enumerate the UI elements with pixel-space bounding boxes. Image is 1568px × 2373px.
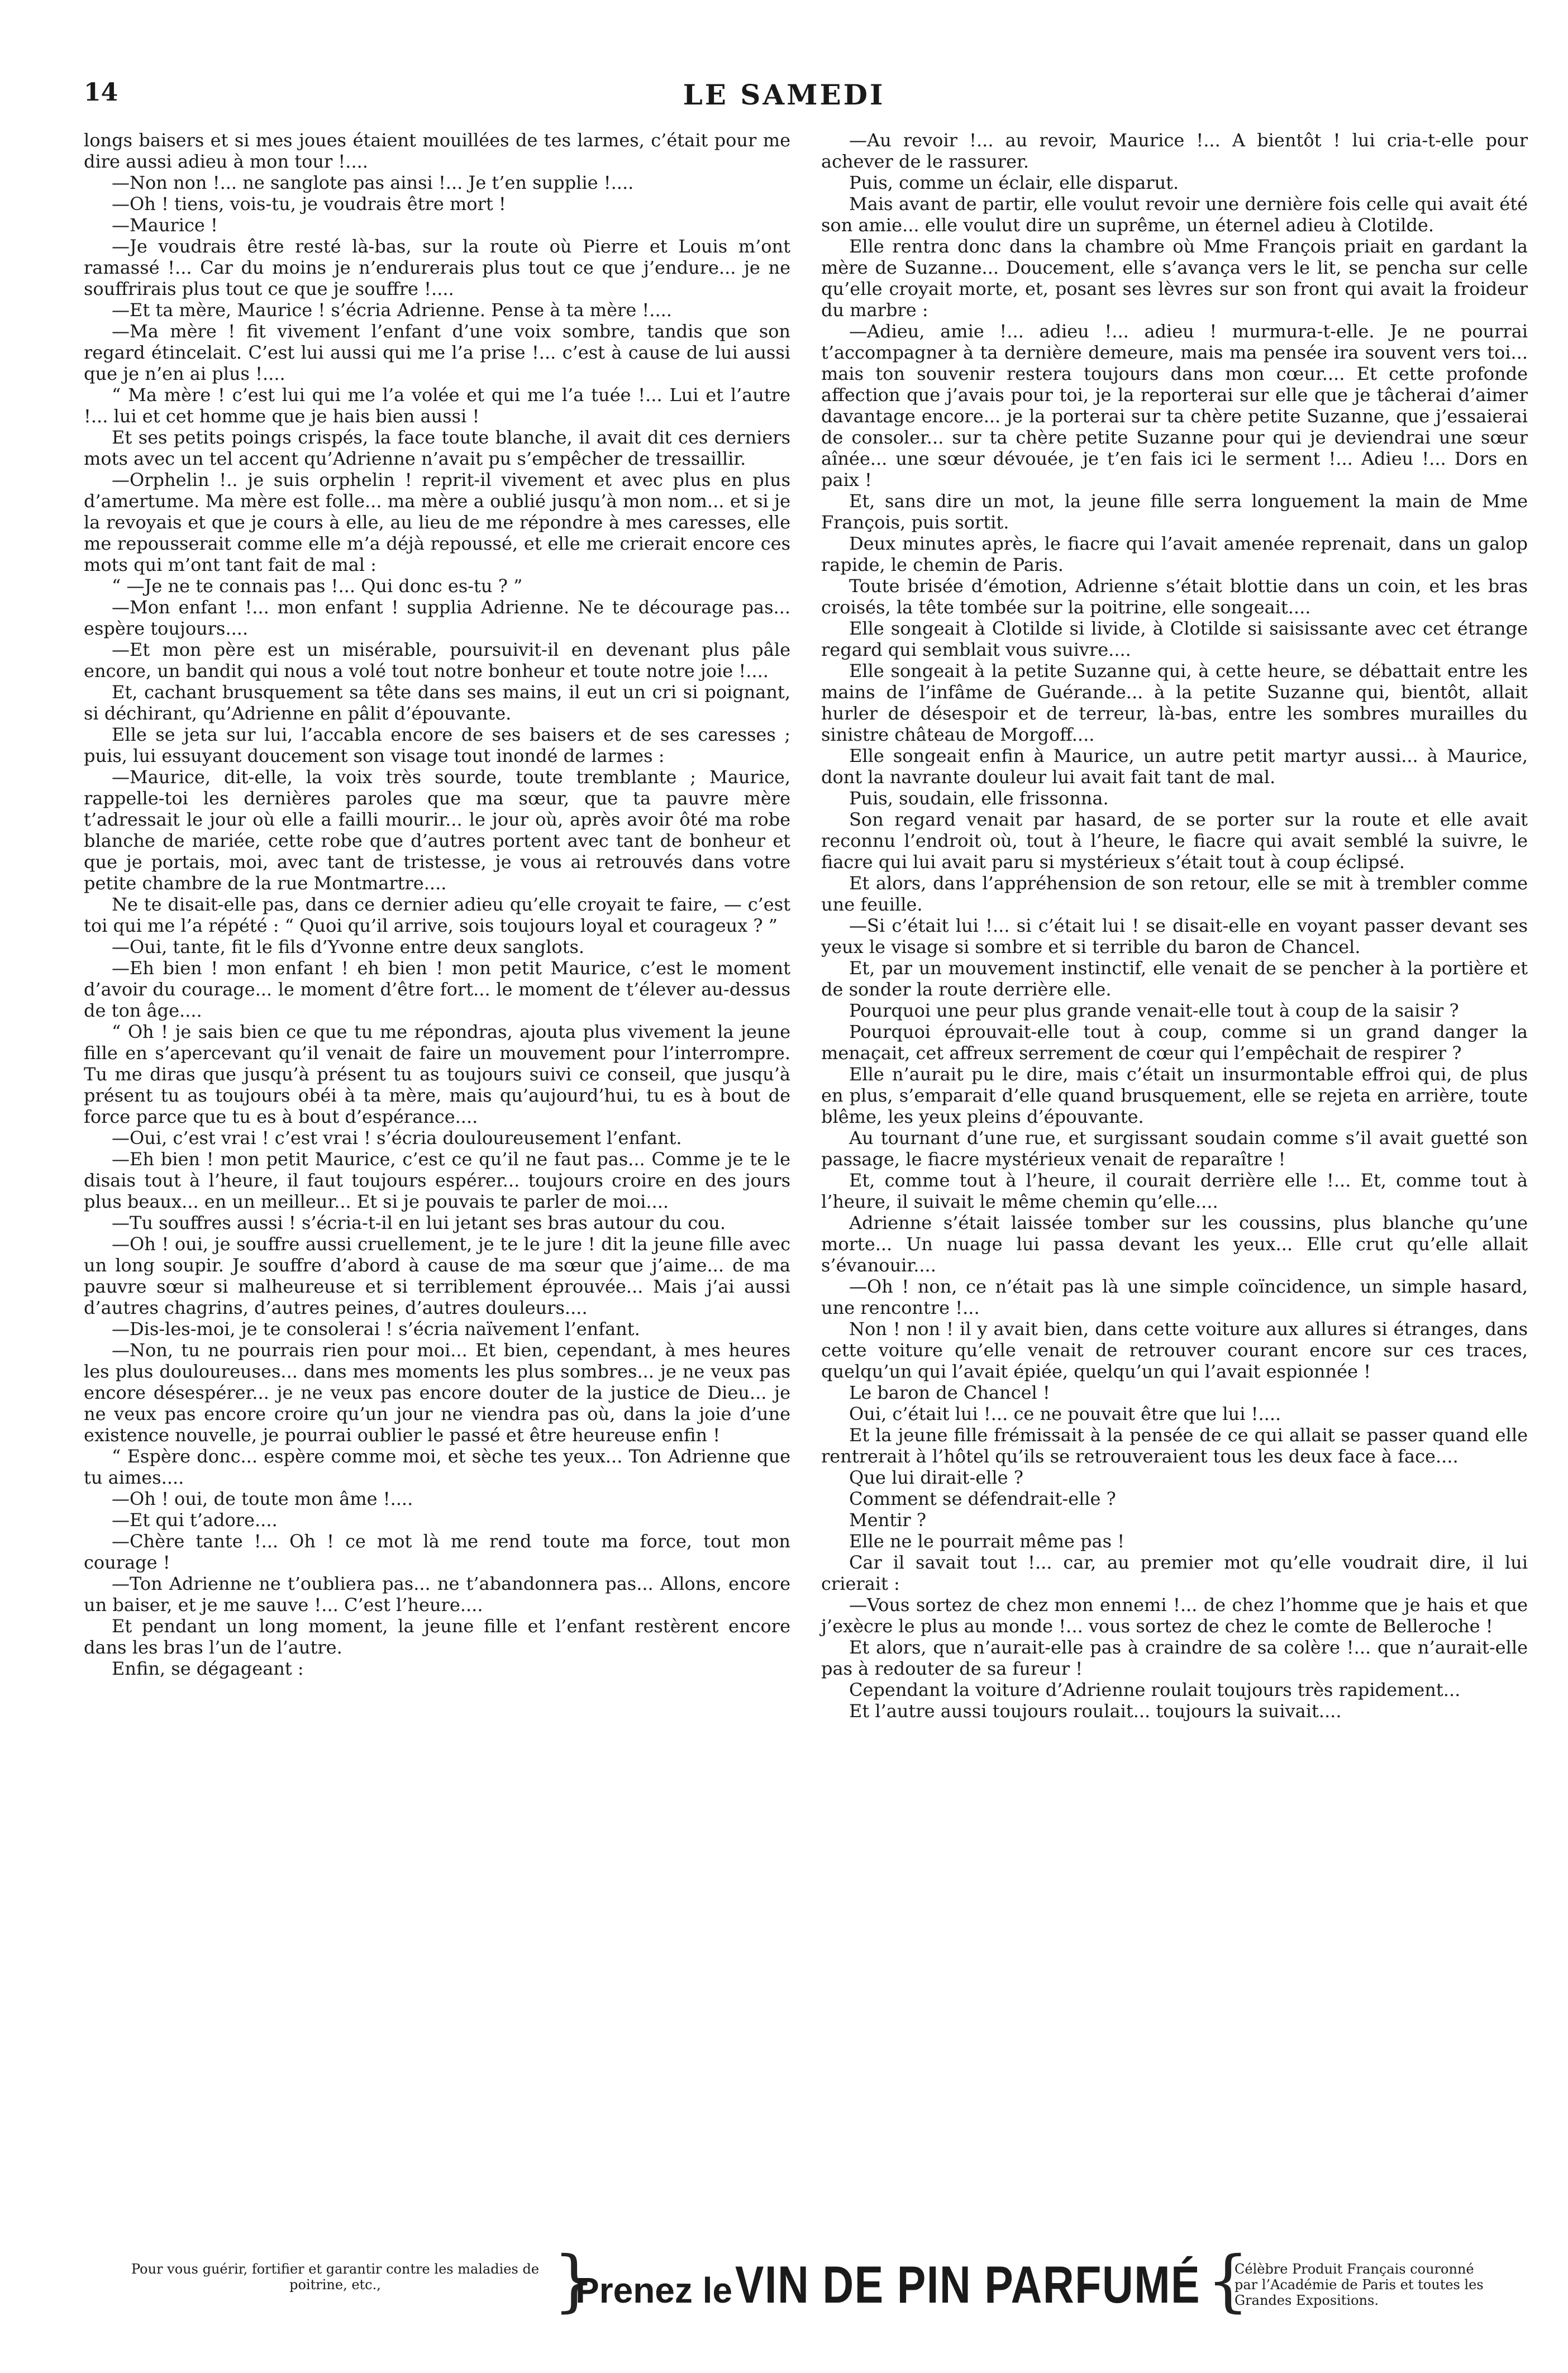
paragraph: —Eh bien ! mon enfant ! eh bien ! mon petit Maurice, c’est le moment d’avoir du courage... le moment d’être fort... le moment de t’élever au-dessus de ton âge.... bbox=[84, 957, 790, 1021]
paragraph: Adrienne s’était laissée tomber sur les coussins, plus blanche qu’une morte... Un nuage lui passa devant les yeux... Elle crut qu’elle allait s’évanouir.... bbox=[821, 1212, 1528, 1276]
paragraph: —Non, tu ne pourrais rien pour moi... Et bien, cependant, à mes heures les plus douloureuses... dans mes moments les plus sombres... je ne veux pas encore désespérer... je ne veux pas encore douter de la justice de Dieu... je ne veux pas encore croire qu’un jour ne viendra pas où, dans la joie d’une existence nouvelle, je pourrai oublier le passé et être heureuse enfin ! bbox=[84, 1340, 790, 1446]
paragraph: —Si c’était lui !... si c’était lui ! se disait-elle en voyant passer devant ses yeux le visage si sombre et si terrible du baron de Chancel. bbox=[821, 915, 1528, 957]
paragraph: Que lui dirait-elle ? bbox=[849, 1467, 1023, 1488]
paragraph: Elle songeait à Clotilde si livide, à Clotilde si saisissante avec cet étrange regard qui semblait vous suivre.... bbox=[821, 618, 1528, 660]
paragraph: Elle rentra donc dans la chambre où Mme François priait en gardant la mère de Suzanne... Doucement, elle s’avança vers le lit, se pencha sur celle qu’elle croyait morte, et, posant ses lèvres sur son front qui avait la froideur du marbre : bbox=[821, 236, 1528, 321]
paragraph: —Mon enfant !... mon enfant ! supplia Adrienne. Ne te décourage pas... espère toujours.... bbox=[84, 597, 790, 639]
paragraph: Non ! non ! il y avait bien, dans cette voiture aux allures si étranges, dans cette voiture qu’elle venait de retrouver courant encore sur ces traces, quelqu’un qui l’avait épiée, quelqu’un qui l’avait espionnée ! bbox=[821, 1318, 1528, 1382]
paragraph: —Vous sortez de chez mon ennemi !... de chez l’homme que je hais et que j’exècre le plus au monde !... vous sortez de chez le comte de Belleroche ! bbox=[821, 1594, 1528, 1637]
advert-brace-left: } bbox=[553, 2242, 596, 2320]
advert-right-text: Célèbre Produit Français couronné par l’Académie de Paris et toutes les Grandes Expositions. bbox=[1235, 2261, 1484, 2308]
paragraph: Son regard venait par hasard, de se porter sur la route et elle avait reconnu l’endroit où, tout à l’heure, le fiacre qui avait semblé la suivre, le fiacre qui lui avait paru si mystérieux s’était tout à coup éclipsé. bbox=[821, 809, 1528, 873]
page-number: 14 bbox=[84, 78, 118, 107]
paragraph: —Ma mère ! fit vivement l’enfant d’une voix sombre, tandis que son regard étincelait. C’est lui aussi qui me l’a prise !... c’est à cause de lui aussi que je n’en ai plus !.... bbox=[84, 321, 790, 384]
paragraph: “ Ma mère ! c’est lui qui me l’a volée et qui me l’a tuée !... Lui et l’autre !... lui et cet homme que je hais bien aussi ! bbox=[84, 384, 790, 427]
paragraph: Car il savait tout !... car, au premier mot qu’elle voudrait dire, il lui crierait : bbox=[821, 1552, 1528, 1594]
paragraph: Elle songeait enfin à Maurice, un autre petit martyr aussi... à Maurice, dont la navrante douleur lui avait fait tant de mal. bbox=[821, 745, 1528, 788]
paragraph: Puis, comme un éclair, elle disparut. bbox=[849, 172, 1179, 193]
paragraph: Comment se défendrait-elle ? bbox=[849, 1488, 1116, 1509]
running-title: LE SAMEDI bbox=[683, 78, 885, 111]
paragraph: Et, sans dire un mot, la jeune fille serra longuement la main de Mme François, puis sortit. bbox=[821, 490, 1528, 533]
advert-prefix: Prenez le bbox=[575, 2270, 733, 2310]
left-column bbox=[84, 130, 790, 1679]
paragraph: Toute brisée d’émotion, Adrienne s’était blottie dans un coin, et les bras croisés, la tête tombée sur la poitrine, elle songeait.... bbox=[821, 575, 1528, 618]
paragraph: —Je voudrais être resté là-bas, sur la route où Pierre et Louis m’ont ramassé !... Car du moins je n’endurerais plus tout ce que j’endure... je ne souffrirais plus tout ce que je souffre !.... bbox=[84, 236, 790, 299]
paragraph: —Oh ! oui, de toute mon âme !.... bbox=[112, 1488, 413, 1509]
paragraph: “ —Je ne te connais pas !... Qui donc es-tu ? ” bbox=[112, 575, 523, 597]
paragraph: Elle n’aurait pu le dire, mais c’était un insurmontable effroi qui, de plus en plus, s’emparait d’elle quand brusquement, elle se rejeta en arrière, toute blême, les yeux pleins d’épouvante. bbox=[821, 1064, 1528, 1127]
paragraph: —Et mon père est un misérable, poursuivit-il en devenant plus pâle encore, un bandit qui nous a volé tout notre bonheur et toute notre joie !.... bbox=[84, 639, 790, 682]
paragraph: —Maurice, dit-elle, la voix très sourde, toute tremblante ; Maurice, rappelle-toi les dernières paroles que ma sœur, que ta pauvre mère t’adressait le jour où elle a failli mourir... le jour où, après avoir ôté ma robe blanche de mariée, cette robe que d’autres portent avec tant de bonheur et que je portais, moi, avec tant de tristesse, je vous ai retrouvés dans votre petite chambre de la rue Montmartre.... bbox=[84, 766, 790, 894]
paragraph: Mais avant de partir, elle voulut revoir une dernière fois celle qui avait été son amie... elle voulut dire un suprême, un éternel adieu à Clotilde. bbox=[821, 193, 1528, 236]
paragraph: —Oh ! non, ce n’était pas là une simple coïncidence, un simple hasard, une rencontre !... bbox=[821, 1276, 1528, 1318]
paragraph: —Oh ! tiens, vois-tu, je voudrais être mort ! bbox=[112, 193, 506, 215]
paragraph: longs baisers et si mes joues étaient mouillées de tes larmes, c’était pour me dire aussi adieu à mon tour !.... bbox=[84, 130, 790, 172]
advert-product: VIN DE PIN PARFUMÉ bbox=[735, 2255, 1201, 2314]
paragraph: Elle ne le pourrait même pas ! bbox=[849, 1531, 1125, 1552]
paragraph: —Tu souffres aussi ! s’écria-t-il en lui jetant ses bras autour du cou. bbox=[112, 1212, 726, 1233]
paragraph: Elle songeait à la petite Suzanne qui, à cette heure, se débattait entre les mains de l’infâme de Guérande... à la petite Suzanne qui, bientôt, allait hurler de désespoir et de terreur, là-bas, entre les sombres murailles du sinistre château de Morgoff.... bbox=[821, 660, 1528, 745]
paragraph: —Dis-les-moi, je te consolerai ! s’écria naïvement l’enfant. bbox=[112, 1318, 640, 1340]
advertisement bbox=[0, 2242, 1568, 2320]
paragraph: Et alors, dans l’appréhension de son retour, elle se mit à trembler comme une feuille. bbox=[821, 873, 1528, 915]
paragraph: Au tournant d’une rue, et surgissant soudain comme s’il avait guetté son passage, le fiacre mystérieux venait de reparaître ! bbox=[821, 1127, 1528, 1170]
paragraph: Et ses petits poings crispés, la face toute blanche, il avait dit ces derniers mots avec un tel accent qu’Adrienne n’avait pu s’empêcher de tressaillir. bbox=[84, 427, 790, 469]
paragraph: Elle se jeta sur lui, l’accabla encore de ses baisers et de ses caresses ; puis, lui essuyant doucement son visage tout inondé de larmes : bbox=[84, 724, 790, 766]
paragraph: —Adieu, amie !... adieu !... adieu ! murmura-t-elle. Je ne pourrai t’accompagner à ta dernière demeure, mais ma pensée ira souvent vers toi... mais ton souvenir restera toujours dans mon cœur.... Et cette profonde affection que j’avais pour toi, je la reporterai sur elle que je tâcherai d’aimer davantage encore... je la porterai sur ta chère petite Suzanne, que j’essaierai de consoler... sur ta chère petite Suzanne pour qui je deviendrai une sœur aînée... une sœur dévouée, je t’en fais ici le serment !... Adieu !... Dors en paix ! bbox=[821, 321, 1528, 490]
paragraph: Et pendant un long moment, la jeune fille et l’enfant restèrent encore dans les bras l’un de l’autre. bbox=[84, 1616, 790, 1658]
paragraph: —Eh bien ! mon petit Maurice, c’est ce qu’il ne faut pas... Comme je te le disais tout à l’heure, il faut toujours espérer... toujours croire en des jours plus beaux... en un meilleur... Et si je pouvais te parler de moi.... bbox=[84, 1149, 790, 1212]
paragraph: Mentir ? bbox=[849, 1509, 927, 1531]
paragraph: —Maurice ! bbox=[112, 215, 218, 236]
paragraph: —Non non !... ne sanglote pas ainsi !... Je t’en supplie !.... bbox=[112, 172, 634, 193]
paragraph: —Et qui t’adore.... bbox=[112, 1509, 278, 1531]
paragraph: —Chère tante !... Oh ! ce mot là me rend toute ma force, tout mon courage ! bbox=[84, 1531, 790, 1573]
paragraph: —Et ta mère, Maurice ! s’écria Adrienne. Pense à ta mère !.... bbox=[112, 299, 672, 321]
paragraph: Deux minutes après, le fiacre qui l’avait amenée reprenait, dans un galop rapide, le chemin de Paris. bbox=[821, 533, 1528, 575]
advert-headline bbox=[575, 2255, 1201, 2315]
paragraph: —Ton Adrienne ne t’oubliera pas... ne t’abandonnera pas... Allons, encore un baiser, et je me sauve !... C’est l’heure.... bbox=[84, 1573, 790, 1616]
paragraph: —Oh ! oui, je souffre aussi cruellement, je te le jure ! dit la jeune fille avec un long soupir. Je souffre d’abord à cause de ma sœur que j’aime... de ma pauvre sœur si malheureuse et si terriblement éprouvée... Mais j’ai aussi d’autres chagrins, d’autres peines, d’autres douleurs.... bbox=[84, 1233, 790, 1318]
right-column bbox=[821, 130, 1528, 1722]
paragraph: Pourquoi éprouvait-elle tout à coup, comme si un grand danger la menaçait, cet affreux serrement de cœur qui l’empêchait de respirer ? bbox=[821, 1021, 1528, 1064]
paragraph: Oui, c’était lui !... ce ne pouvait être que lui !.... bbox=[849, 1403, 1281, 1424]
paragraph: Et alors, que n’aurait-elle pas à craindre de sa colère !... que n’aurait-elle pas à redouter de sa fureur ! bbox=[821, 1637, 1528, 1679]
paragraph: —Orphelin !.. je suis orphelin ! reprit-il vivement et avec plus en plus d’amertume. Ma mère est folle... ma mère a oublié jusqu’à mon nom... et si je la revoyais et que je cours à elle, au lieu de me répondre à mes caresses, elle me repousserait comme elle m’a déjà repoussé, et elle me crierait encore ces mots qui m’ont tant fait de mal : bbox=[84, 469, 790, 575]
paragraph: Puis, soudain, elle frissonna. bbox=[849, 788, 1109, 809]
paragraph: “ Espère donc... espère comme moi, et sèche tes yeux... Ton Adrienne que tu aimes.... bbox=[84, 1446, 790, 1488]
paragraph: Et, comme tout à l’heure, il courait derrière elle !... Et, comme tout à l’heure, il suivait le même chemin qu’elle.... bbox=[821, 1170, 1528, 1212]
paragraph: “ Oh ! je sais bien ce que tu me répondras, ajouta plus vivement la jeune fille en s’apercevant qu’il venait de faire un mouvement pour l’interrompre. Tu me diras que jusqu’à présent tu as toujours suivi ce conseil, que jusqu’à présent tu as toujours obéi à ta mère, mais qu’aujourd’hui, tu es à bout de force parce que tu es à bout d’espérance.... bbox=[84, 1021, 790, 1127]
paragraph: Et l’autre aussi toujours roulait... toujours la suivait.... bbox=[849, 1700, 1342, 1722]
advert-left-text: Pour vous guérir, fortifier et garantir contre les maladies de poitrine, etc., bbox=[131, 2261, 540, 2293]
paragraph: —Au revoir !... au revoir, Maurice !... A bientôt ! lui cria-t-elle pour achever de le rassurer. bbox=[821, 130, 1528, 172]
paragraph: Cependant la voiture d’Adrienne roulait toujours très rapidement... bbox=[849, 1679, 1461, 1700]
paragraph: Enfin, se dégageant : bbox=[112, 1658, 304, 1679]
paragraph: Et, cachant brusquement sa tête dans ses mains, il eut un cri si poignant, si déchirant, qu’Adrienne en pâlit d’épouvante. bbox=[84, 682, 790, 724]
paragraph: —Oui, c’est vrai ! c’est vrai ! s’écria douloureusement l’enfant. bbox=[112, 1127, 682, 1149]
paragraph: Pourquoi une peur plus grande venait-elle tout à coup de la saisir ? bbox=[849, 1000, 1459, 1021]
paragraph: Et, par un mouvement instinctif, elle venait de se pencher à la portière et de sonder la route derrière elle. bbox=[821, 957, 1528, 1000]
paragraph: Le baron de Chancel ! bbox=[849, 1382, 1050, 1403]
advert-brace-right: { bbox=[1207, 2242, 1250, 2320]
paragraph: Et la jeune fille frémissait à la pensée de ce qui allait se passer quand elle rentrerait à l’hôtel qu’ils se retrouveraient tous les deux face à face.... bbox=[821, 1424, 1528, 1467]
paragraph: —Oui, tante, fit le fils d’Yvonne entre deux sanglots. bbox=[112, 936, 585, 957]
paragraph: Ne te disait-elle pas, dans ce dernier adieu qu’elle croyait te faire, — c’est toi qui me l’a répété : “ Quoi qu’il arrive, sois toujours loyal et courageux ? ” bbox=[84, 894, 790, 936]
